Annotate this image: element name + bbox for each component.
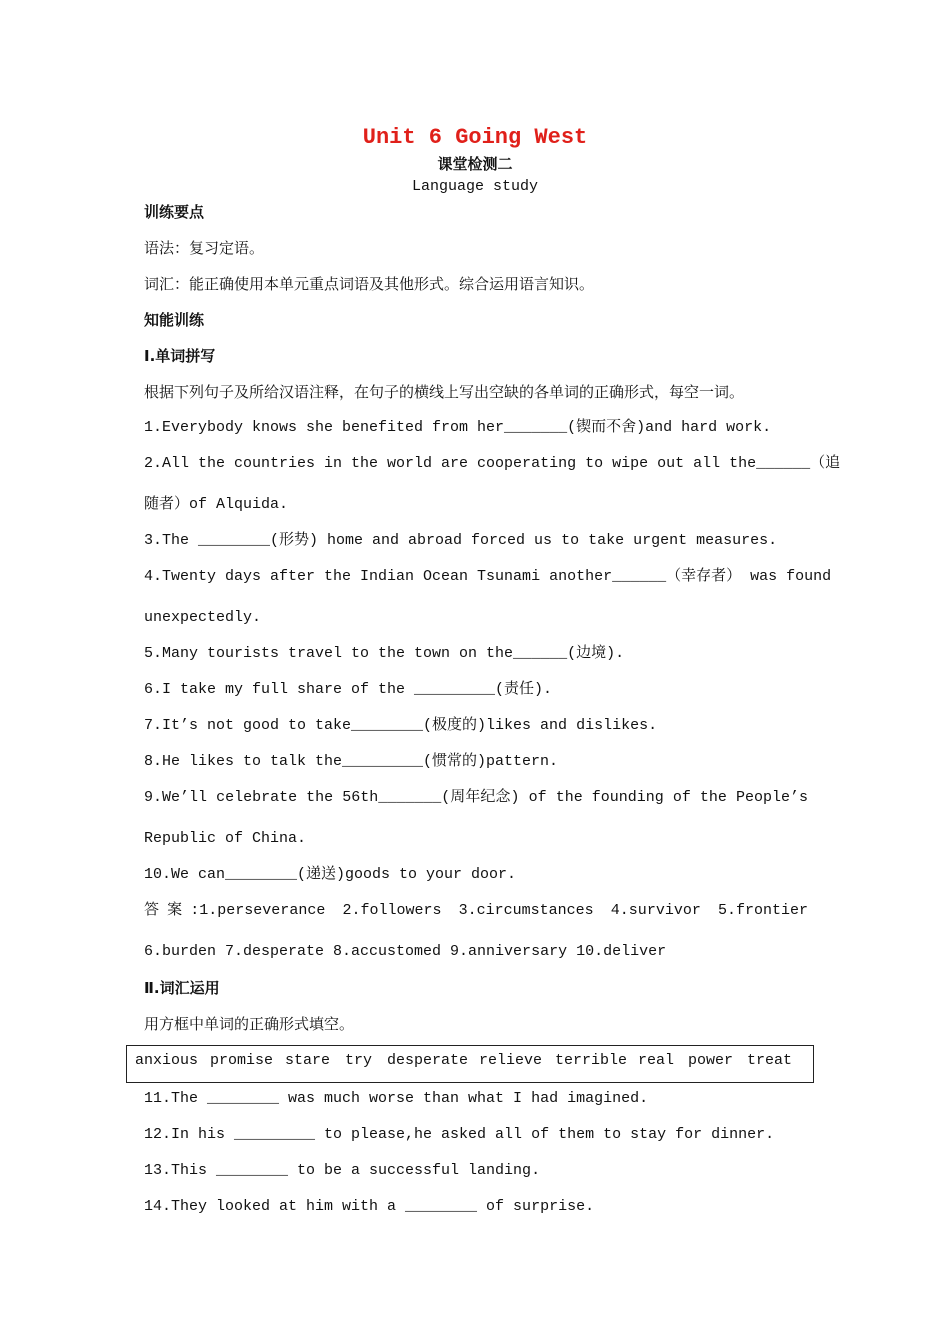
word-box-item: promise <box>210 1052 274 1069</box>
word-box-item: stare <box>285 1052 331 1069</box>
vocab-point: 词汇：能正确使用本单元重点词语及其他形式。综合运用语言知识。 <box>144 275 595 293</box>
question-8: 8.He likes to talk the_________(惯常的)pattern. <box>144 753 559 770</box>
part2-instruction: 用方框中单词的正确形式填空。 <box>144 1015 355 1033</box>
part2-heading: Ⅱ.词汇运用 <box>144 979 220 997</box>
question-4-line1: 4.Twenty days after the Indian Ocean Tsunami another______（幸存者） was found <box>144 568 832 585</box>
answers-line1: 答案:1.perseverance 2.followers 3.circumstances 4.survivor 5.frontier <box>144 902 808 919</box>
question-12: 12.In his _________ to please,he asked all of them to stay for dinner. <box>144 1126 775 1143</box>
word-box-item: desperate <box>387 1052 469 1069</box>
word-box-item: try <box>345 1052 373 1069</box>
grammar-point: 语法：复习定语。 <box>144 239 265 257</box>
question-13: 13.This ________ to be a successful landing. <box>144 1162 541 1179</box>
question-9-line1: 9.We’ll celebrate the 56th_______(周年纪念) of the founding of the People’s <box>144 789 808 806</box>
question-11: 11.The ________ was much worse than what I had imagined. <box>144 1090 649 1107</box>
word-box-item: terrible <box>555 1052 628 1069</box>
question-3: 3.The ________(形势) home and abroad forced us to take urgent measures. <box>144 532 778 549</box>
part1-instruction: 根据下列句子及所给汉语注释，在句子的横线上写出空缺的各单词的正确形式，每空一词。 <box>144 383 745 401</box>
word-box-item: power <box>688 1052 734 1069</box>
word-box-item: anxious <box>135 1052 199 1069</box>
question-2-line1: 2.All the countries in the world are cooperating to wipe out all the______（追 <box>144 455 841 472</box>
word-box-item: relieve <box>479 1052 543 1069</box>
question-4-line2: unexpectedly. <box>144 609 262 626</box>
part1-heading: Ⅰ.单词拼写 <box>144 347 216 365</box>
question-5: 5.Many tourists travel to the town on the______(边境). <box>144 645 625 662</box>
page-subtitle-english: Language study <box>411 178 539 195</box>
answers-line2: 6.burden 7.desperate 8.accustomed 9.anniversary 10.deliver <box>144 943 667 960</box>
question-9-line2: Republic of China. <box>144 830 307 847</box>
word-box-item: real <box>638 1052 675 1069</box>
question-14: 14.They looked at him with a ________ of surprise. <box>144 1198 595 1215</box>
page-subtitle: 课堂检测二 <box>437 155 513 173</box>
question-10: 10.We can________(递送)goods to your door. <box>144 866 517 883</box>
key-points-heading: 训练要点 <box>144 203 205 221</box>
question-7: 7.It’s not good to take________(极度的)likes and dislikes. <box>144 717 658 734</box>
question-2-line2: 随者）of Alquida. <box>144 496 289 513</box>
word-box-item: treat <box>747 1052 793 1069</box>
skills-heading: 知能训练 <box>144 311 205 329</box>
question-6: 6.I take my full share of the _________(责任). <box>144 681 553 698</box>
question-1: 1.Everybody knows she benefited from her_______(锲而不舍)and hard work. <box>144 419 772 436</box>
word-box <box>126 1045 814 1083</box>
page-title: Unit 6 Going West <box>362 125 588 150</box>
